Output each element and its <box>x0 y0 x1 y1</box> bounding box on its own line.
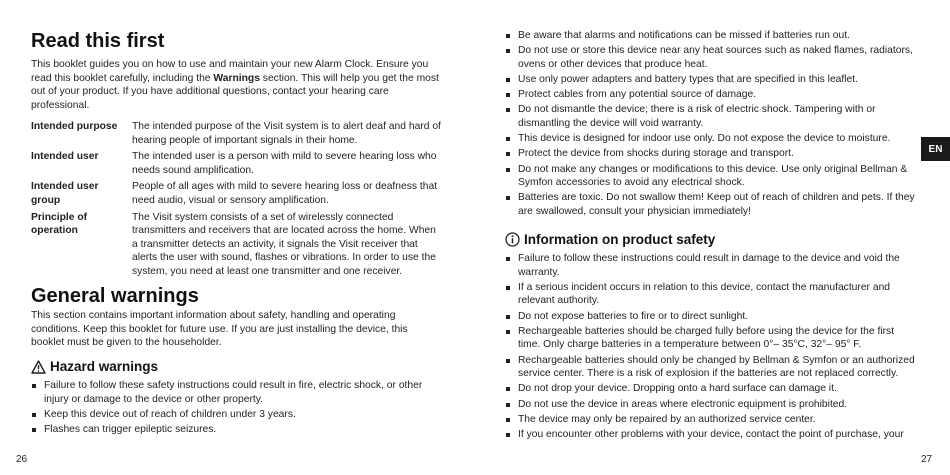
list-item: Failure to follow these instructions could result in damage to the device and void the warranty. <box>505 252 917 279</box>
product-safety-heading <box>505 231 715 248</box>
definition-row <box>31 211 441 279</box>
definition-row <box>31 180 441 207</box>
list-item: Use only power adapters and battery types that are specified in this leaflet. <box>505 73 917 87</box>
hazard-warnings-heading <box>31 358 158 375</box>
list-item: Do not expose batteries to fire or to direct sunlight. <box>505 310 917 324</box>
list-item: Do not drop your device. Dropping onto a hard surface can damage it. <box>505 382 917 396</box>
definition-term: Principle of operation <box>31 211 88 237</box>
list-item: This device is designed for indoor use only. Do not expose the device to moisture. <box>505 132 917 146</box>
list-item: Keep this device out of reach of children under 3 years. <box>31 408 441 422</box>
definition-description: The Visit system consists of a set of wirelessly connected transmitters and receivers that are located across the home. When a transmitter detects an activity, it signals the Visit receiver that alerts the user with sound, flashes or vibrations. In order to use the system, you need at least one transmitter and one receiver. <box>132 211 436 277</box>
definition-term: Intended user <box>31 151 99 163</box>
list-item: If a serious incident occurs in relation to this device, contact the manufacturer and relevant authority. <box>505 281 917 308</box>
general-warnings-text: This section contains important information about safety, handling and operating conditions. Keep this booklet for future use. If you are just installing the device, this booklet must be given to the householder. <box>31 310 408 349</box>
definition-row <box>31 120 441 147</box>
language-tab: EN <box>921 137 950 161</box>
general-warnings-title: General warnings <box>31 285 199 307</box>
intro-text: This booklet guides you on how to use and maintain your new Alarm Clock. Ensure you read this booklet carefully, including the <box>31 59 429 84</box>
intro-paragraph <box>31 58 441 112</box>
safety-list <box>505 252 917 443</box>
warning-triangle-icon <box>31 360 46 374</box>
page-title: Read this first <box>31 30 165 52</box>
info-icon <box>505 232 520 247</box>
product-safety-title: Information on product safety <box>524 232 716 247</box>
list-item: The device may only be repaired by an authorized service center. <box>505 413 917 427</box>
list-item: Failure to follow these safety instructions could result in fire, electric shock, or other injury or damage to the device or other property. <box>31 379 441 406</box>
list-item: Flashes can trigger epileptic seizures. <box>31 423 441 437</box>
list-item: If you encounter other problems with your device, contact the point of purchase, your <box>505 428 917 442</box>
definition-row <box>31 150 441 177</box>
list-item: Do not dismantle the device; there is a risk of electric shock. Tampering with or dismantling the device will void warranty. <box>505 103 917 130</box>
definition-description: The intended purpose of the Visit system is to alert deaf and hard of hearing people of important signals in their home. <box>132 121 441 146</box>
intro-text-end: section. This will help you get the most out of your product. If you have additional questions, contact your hearing care professional. <box>31 72 439 111</box>
definition-term: Intended user group <box>31 181 99 206</box>
list-item: Protect cables from any potential source of damage. <box>505 88 917 102</box>
intro-bold-warnings: Warnings <box>213 72 260 84</box>
hazard-list <box>31 379 441 438</box>
list-item: Be aware that alarms and notifications can be missed if batteries run out. <box>505 29 917 43</box>
list-item: Protect the device from shocks during storage and transport. <box>505 147 917 161</box>
list-item: Do not use or store this device near any heat sources such as naked flames, radiators, ovens or other devices that produce heat. <box>505 44 917 71</box>
page-number-right: 27 <box>921 454 933 465</box>
list-item: Rechargeable batteries should only be changed by Bellman & Symfon or an authorized service center. There is a risk of explosion if the batteries are not replaced correctly. <box>505 354 917 381</box>
definition-description: The intended user is a person with mild to severe hearing loss who needs sound amplification. <box>132 151 437 176</box>
list-item: Batteries are toxic. Do not swallow them! Keep out of reach of children and pets. If they are swallowed, consult your physician immediately! <box>505 191 917 218</box>
definition-description: People of all ages with mild to severe hearing loss or deafness that need audio, visual or sensory amplification. <box>132 181 438 206</box>
warnings-list <box>505 29 917 220</box>
list-item: Do not use the device in areas where electronic equipment is prohibited. <box>505 398 917 412</box>
list-item: Do not make any changes or modifications to this device. Use only original Bellman & Symfon accessories to avoid any electrical shock. <box>505 163 917 190</box>
right-page <box>475 0 950 475</box>
hazard-warnings-title: Hazard warnings <box>50 359 159 374</box>
definition-term: Intended purpose <box>31 121 118 132</box>
definition-list <box>31 120 441 282</box>
page-number-left: 26 <box>16 454 28 465</box>
list-item: Rechargeable batteries should be charged fully before using the device for the first time. Only charge batteries in a temperature between 0°– 35°C, 32°– 95° F. <box>505 325 917 352</box>
